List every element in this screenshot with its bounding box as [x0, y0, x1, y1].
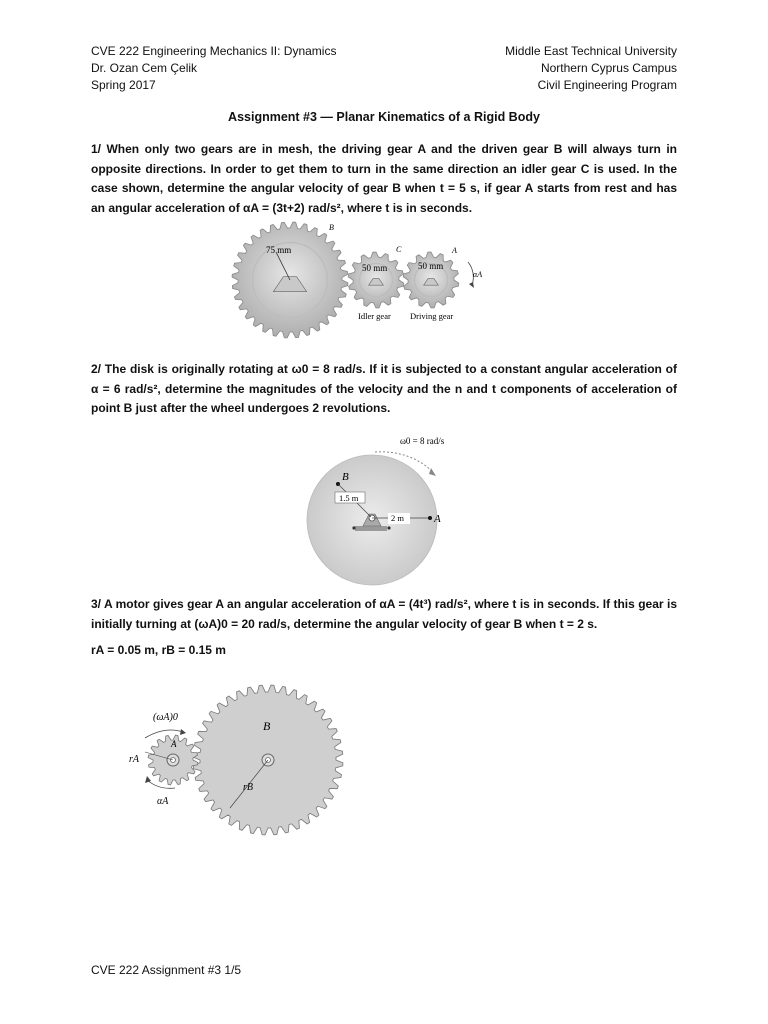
program-line: Civil Engineering Program — [537, 78, 677, 92]
driving-gear-caption: Driving gear — [410, 311, 454, 321]
course-line: CVE 222 Engineering Mechanics II: Dynamics — [91, 44, 337, 58]
gear-a-small-label: A — [171, 739, 177, 749]
idler-gear-caption: Idler gear — [358, 311, 391, 321]
point-a-label: A — [434, 513, 441, 525]
gear-c-label: C — [396, 245, 402, 254]
campus-line: Northern Cyprus Campus — [540, 61, 677, 75]
assignment-title: Assignment #3 — Planar Kinematics of a Rigid Body — [228, 110, 540, 124]
gear-b-label: B — [329, 223, 334, 232]
gear-b-large-label: B — [263, 719, 271, 733]
ra-label: rA — [129, 754, 139, 765]
problem-2-text: 2/ The disk is originally rotating at ω0 = 8 rad/s. If it is subjected to a constant angular acceleration of α = 6 rad/s², determine the magnitudes of the velocity and the n and t components of acceleration of point B just after the wheel undergoes 2 revolutions. — [91, 362, 677, 415]
gear-c — [348, 252, 404, 308]
figure-motor-gears — [125, 680, 385, 830]
page-footer: CVE 222 Assignment #3 1/5 — [91, 963, 242, 977]
omega0-label: ω0 = 8 rad/s — [400, 436, 445, 446]
problem-3-text: 3/ A motor gives gear A an angular acceleration of αA = (4t³) rad/s², where t is in seconds. If this gear is initially turning at (ωA)0 = 20 rad/s, determine the angular velocity of gear B when t = 2 s. — [91, 597, 677, 631]
dim-a-label: 2 m — [391, 513, 404, 523]
alpha-a-label-3: αA — [157, 796, 169, 807]
university-line: Middle East Technical University — [505, 44, 677, 58]
header-left — [91, 43, 336, 94]
gear-b-radius-label: 75 mm — [266, 245, 292, 255]
point-b-label: B — [342, 471, 349, 483]
point-a — [428, 516, 432, 520]
alpha-a-label: αA — [473, 270, 483, 279]
figure-rotating-disk — [305, 432, 455, 592]
gear-a-radius-label: 50 mm — [418, 261, 444, 271]
dim-b-label: 1.5 m — [339, 493, 359, 503]
header-right — [505, 43, 677, 94]
gear-a-label: A — [452, 246, 457, 255]
figure-gear-train — [228, 222, 483, 340]
gear-c-radius-label: 50 mm — [362, 263, 388, 273]
rb-label: rB — [243, 782, 253, 793]
term-line: Spring 2017 — [91, 78, 156, 92]
problem-1-text: 1/ When only two gears are in mesh, the driving gear A and the driven gear B will always turn in opposite directions. In order to get them to turn in the same direction an idler gear C is used. In the case shown, determine the angular velocity of gear B when t = 5 s, if gear A starts from rest and has an angular acceleration of αA = (3t+2) rad/s², where t is in seconds. — [91, 142, 677, 215]
omega-a0-label: (ωA)0 — [153, 712, 178, 723]
problem-3-radii: rA = 0.05 m, rB = 0.15 m — [91, 643, 226, 657]
instructor-line: Dr. Ozan Cem Çelik — [91, 61, 198, 75]
